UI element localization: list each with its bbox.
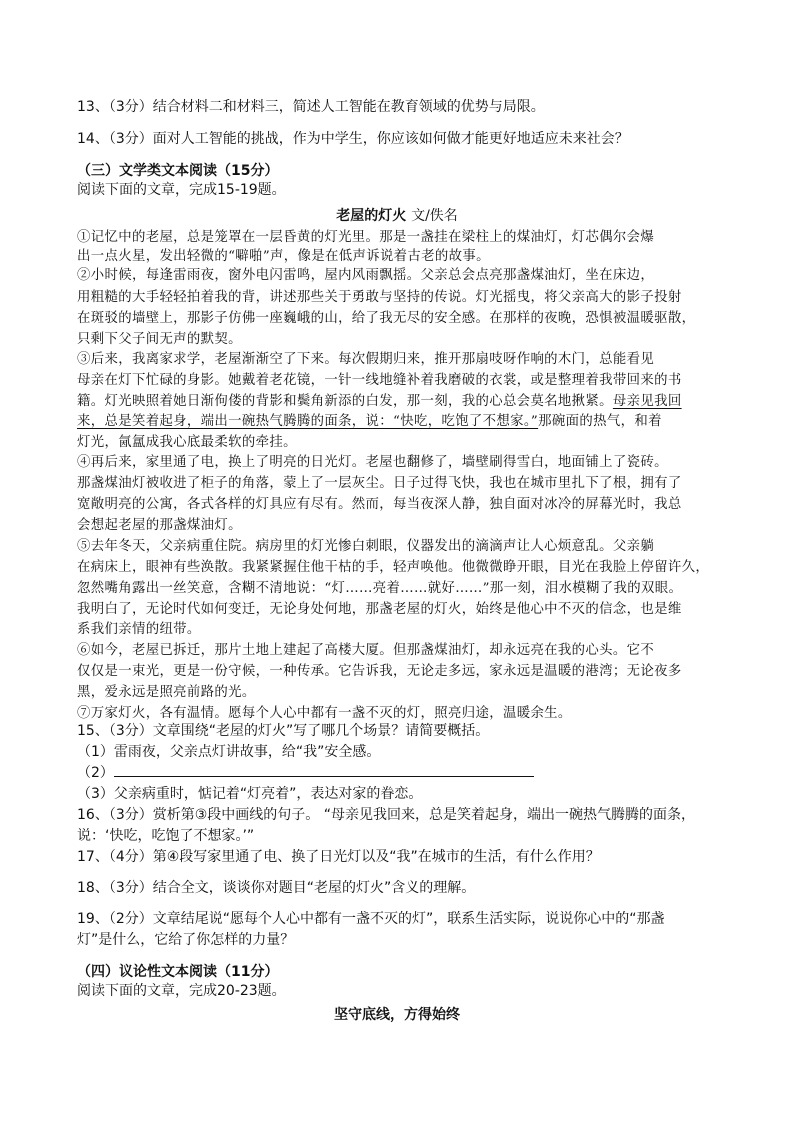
answer-label: （2） — [77, 765, 114, 781]
article-line: 宽敞明亮的公寓，各式各样的灯具应有尽有。然而，每当夜深人静，独自面对冰冷的屏幕光时，我总 — [77, 497, 682, 512]
article-line: 黑，爱永远是照亮前路的光。 — [77, 685, 256, 700]
answer-15-1: （1）雷雨夜，父亲点灯讲故事，给“我”安全感。 — [77, 744, 381, 760]
article-line — [77, 392, 734, 411]
question-19-line2: 灯”是什么，它给了你怎样的力量？ — [77, 932, 295, 948]
article-line: 仅仅是一束光，更是一份守候，一种传承。它告诉我，无论走多远，家永远是温暖的港湾；无论夜多 — [77, 664, 682, 679]
section-4-instruction: 阅读下面的文章，完成20-23题。 — [77, 983, 286, 999]
article-title-text: 老屋的灯火 — [336, 208, 407, 224]
section-3-heading: （三）文学类文本阅读（15分） — [77, 163, 279, 179]
article-2-title: 坚守底线，方得始终 — [334, 1007, 460, 1023]
article-line: 母亲在灯下忙碌的身影。她戴着老花镜，一针一线地缝补着我磨破的衣裳，或是整理着我带回来的书 — [77, 373, 682, 388]
article-line — [77, 412, 734, 431]
article-line: 忽然嘴角露出一丝笑意，含糊不清地说：“灯……亮着……就好……”那一刻，泪水模糊了我的双眼。 — [77, 581, 683, 596]
question-17: 17、（4分）第④段写家里通了电、换了日光灯以及“我”在城市的生活，有什么作用？ — [77, 849, 600, 865]
article-line: 那盏煤油灯被收进了柜子的角落，蒙上了一层灰尘。日子过得飞快，我也在城市里扎下了根，拥有了 — [77, 476, 682, 491]
article-line: 我明白了，无论时代如何变迁，无论身处何地，那盏老屋的灯火，始终是他心中不灭的信念，也是维 — [77, 602, 682, 617]
question-14: 14、（3分）面对人工智能的挑战，作为中学生，你应该如何做才能更好地适应未来社会？ — [77, 131, 629, 147]
question-19-line1: 19、（2分）文章结尾说“愿每个人心中都有一盏不灭的灯”，联系生活实际，说说你心中的“那盏 — [77, 911, 665, 927]
question-15: 15、（3分）文章围绕“老屋的灯火”写了哪几个场景？请简要概括。 — [77, 723, 490, 739]
article-line: ⑦万家灯火，各有温情。愿每个人心中都有一盏不灭的灯，照亮归途，温暖余生。 — [77, 706, 572, 721]
article-line: 在斑驳的墙壁上，那影子仿佛一座巍峨的山，给了我无尽的安全感。在那样的夜晚，恐惧被温暖驱散， — [77, 311, 696, 326]
article-text: 那碗面的热气，和着 — [538, 414, 662, 429]
article-line: 会想起老屋的那盏煤油灯。 — [77, 518, 242, 533]
article-line: ②小时候，每逢雷雨夜，窗外电闪雷鸣，屋内风雨飘摇。父亲总会点亮那盏煤油灯，坐在床边， — [77, 268, 655, 283]
underlined-sentence: 母亲见我回 — [612, 394, 682, 409]
article-line: 灯光，氤氲成我心底最柔软的牵挂。 — [77, 435, 297, 450]
answer-15-3: （3）父亲病重时，惦记着“灯亮着”，表达对家的眷恋。 — [77, 786, 423, 802]
article-author: 文/佚名 — [411, 208, 458, 224]
article-line: ③后来，我离家求学，老屋渐渐空了下来。每次假期归来，推开那扇吱呀作响的木门，总能看见 — [77, 352, 655, 367]
article-1-title — [0, 205, 794, 225]
article-line: ⑤去年冬天，父亲病重住院。病房里的灯光惨白刺眼，仪器发出的滴滴声让人心烦意乱。父亲躺 — [77, 539, 655, 554]
section-3-instruction: 阅读下面的文章，完成15-19题。 — [77, 182, 286, 198]
article-line: 用粗糙的大手轻轻拍着我的背，讲述那些关于勇敢与坚持的传说。灯光摇曳，将父亲高大的影子投射 — [77, 290, 682, 305]
section-4-heading: （四）议论性文本阅读（11分） — [77, 964, 279, 980]
question-13: 13、（3分）结合材料二和材料三，简述人工智能在教育领域的优势与局限。 — [77, 99, 545, 115]
article-line: 在病床上，眼神有些涣散。我紧紧握住他干枯的手，轻声唤他。他微微睁开眼，目光在我脸上停留许久， — [77, 560, 710, 575]
article-line: ④再后来，家里通了电，换上了明亮的日光灯。老屋也翻修了，墙壁刷得雪白，地面铺上了瓷砖。 — [77, 455, 668, 470]
underlined-sentence: 来，总是笑着起身，端出一碗热气腾腾的面条，说：“快吃，吃饱了不想家。” — [77, 414, 539, 429]
article-line: 只剩下父子间无声的默契。 — [77, 332, 242, 347]
question-18: 18、（3分）结合全文，谈谈你对题目“老屋的灯火”含义的理解。 — [77, 880, 476, 896]
article-line: ⑥如今，老屋已拆迁，那片土地上建起了高楼大厦。但那盏煤油灯，却永远亮在我的心头。它不 — [77, 643, 655, 658]
question-16-line1: 16、（3分）赏析第③段中画线的句子。 “母亲见我回来，总是笑着起身，端出一碗热气腾腾的面条， — [77, 807, 695, 823]
answer-blank[interactable] — [114, 764, 534, 777]
article-line: 系我们亲情的纽带。 — [77, 622, 201, 637]
answer-15-2 — [77, 764, 734, 783]
question-16-line2: 说：‘快吃，吃饱了不想家。’” — [77, 828, 255, 844]
article-line: ①记忆中的老屋，总是笼罩在一层昏黄的灯光里。那是一盏挂在梁柱上的煤油灯，灯芯偶尔会爆 — [77, 230, 655, 245]
article-line: 出一点火星，发出轻微的“噼啪”声，像是在低声诉说着古老的故事。 — [77, 249, 490, 264]
article-text: 籍。灯光映照着她日渐佝偻的背影和鬓角新添的白发，那一刻，我的心总会莫名地揪紧。 — [77, 394, 613, 409]
